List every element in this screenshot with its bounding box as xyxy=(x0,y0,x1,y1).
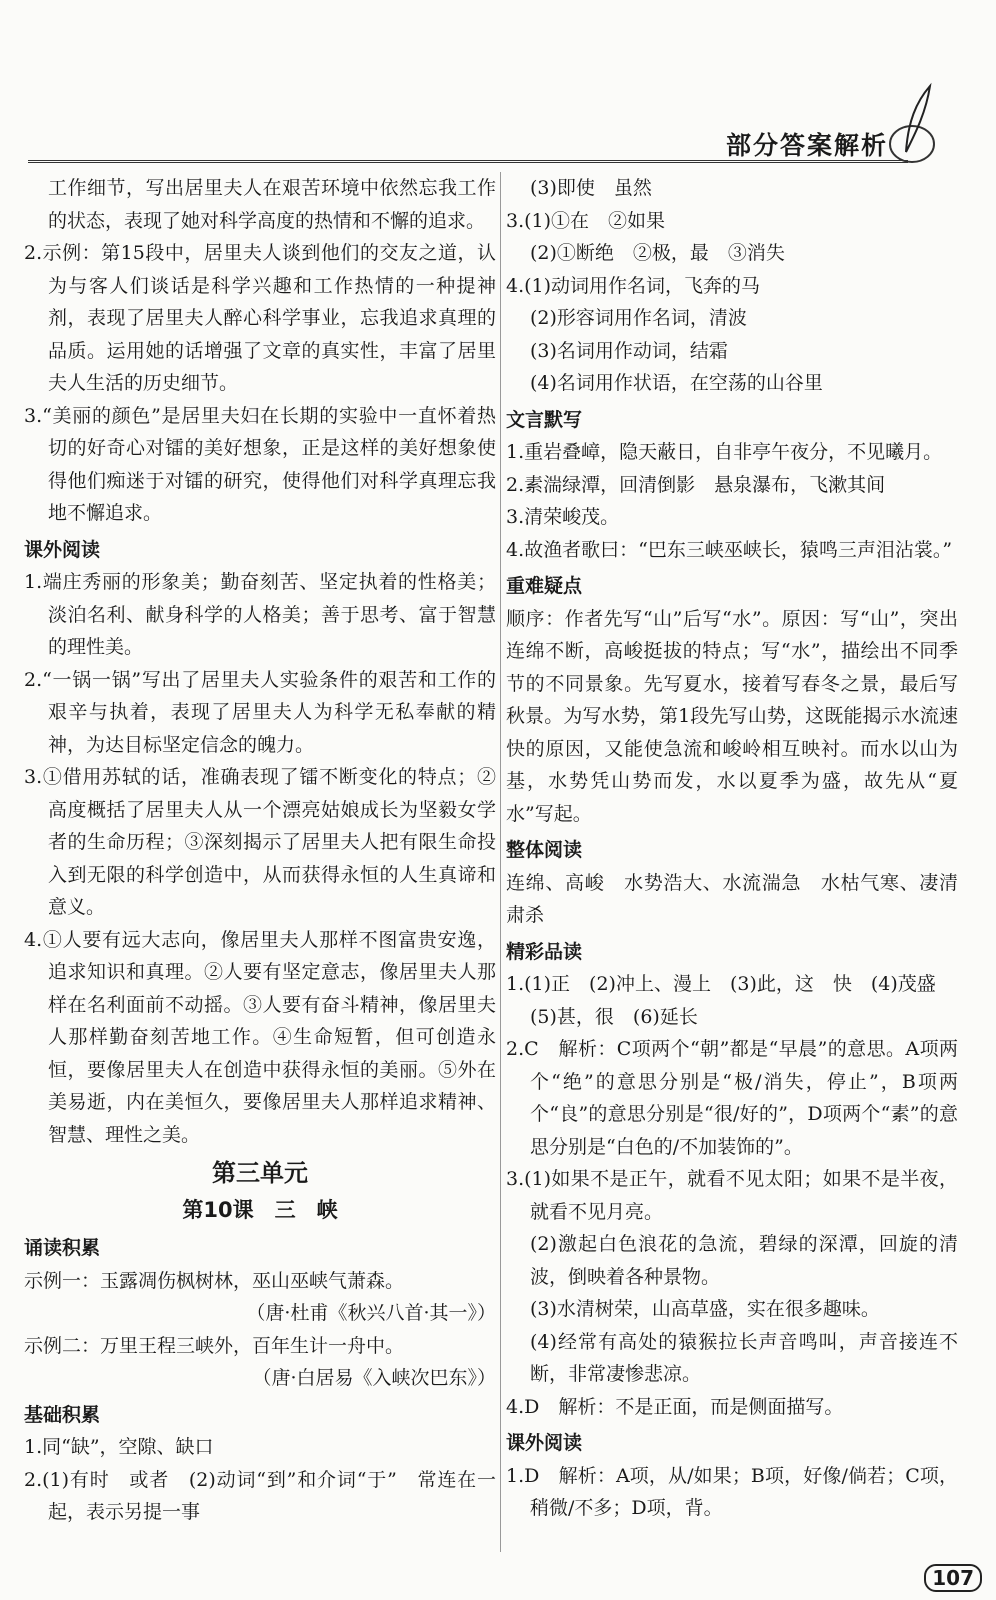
section-heading: 精彩品读 xyxy=(506,940,583,963)
paragraph: 连绵、高峻 水势浩大、水流湍急 水枯气寒、凄清肃杀 xyxy=(506,871,958,926)
answer-item: (3)水清树荣，山高草盛，实在很多趣味。 xyxy=(530,1298,880,1320)
answer-item: 3.清荣峻茂。 xyxy=(506,506,620,528)
unit-title: 第三单元 xyxy=(212,1159,308,1187)
answer-item: (4)经常有高处的猿猴拉长声音鸣叫，声音接连不断，非常凄惨悲凉。 xyxy=(530,1330,958,1385)
section-heading: 整体阅读 xyxy=(506,839,583,861)
answer-item: 2.素湍绿潭，回清倒影 悬泉瀑布，飞漱其间 xyxy=(506,473,886,496)
paragraph: 顺序：作者先写“山”后写“水”。原因：写“山”，突出连绵不断，高峻挺拔的特点；写“水”，描绘出不同季节的不同景象。先写夏水，接着写春冬之景，最后写秋景。为写水势，第1段先写山势，这既能揭示水流速快的原因，又能使急流和峻岭相互映衬。而水以山为基，水势凭山势而发，水以夏季为盛，故先从“夏水”写起。 xyxy=(506,607,958,825)
paragraph: 工作细节，写出居里夫人在艰苦环境中依然忘我工作的状态，表现了她对科学高度的热情和不懈的追求。 xyxy=(48,177,496,232)
page-header xyxy=(28,120,948,160)
example-line: 示例二：万里王程三峡外，百年生计一舟中。 xyxy=(24,1334,405,1357)
answer-item: 1.端庄秀丽的形象美；勤奋刻苦、坚定执着的性格美；淡泊名利、献身科学的人格美；善于思考、富于智慧的理性美。 xyxy=(24,571,496,658)
answer-item: 1.同“缺”，空隙、缺口 xyxy=(24,1436,214,1458)
answer-item: (2)激起白色浪花的急流，碧绿的深潭，回旋的清波，倒映着各种景物。 xyxy=(530,1233,958,1288)
answer-item: (4)名词用作状语，在空荡的山谷里 xyxy=(530,372,823,394)
answer-item: 2.C 解析：C项两个“朝”都是“早晨”的意思。A项两个“绝”的意思分别是“极/消失，停止”，B项两个“良”的意思分别是“很/好的”，D项两个“素”的意思分别是“白色的/不加装饰的”。 xyxy=(506,1038,958,1158)
answer-item: 4.故渔者歌曰：“巴东三峡巫峡长，猿鸣三声泪沾裳。” xyxy=(506,538,953,561)
answer-item: 3.“美丽的颜色”是居里夫妇在长期的实验中一直怀着热切的好奇心对镭的美好想象，正是这样的美好想象使得他们痴迷于对镭的研究，使得他们对科学真理忘我地不懈追求。 xyxy=(24,404,496,524)
answer-item: (2)①断绝 ②极，最 ③消失 xyxy=(530,242,785,264)
answer-item: 2.“一锅一锅”写出了居里夫人实验条件的艰苦和工作的艰辛与执着，表现了居里夫人为科学无私奉献的精神，为达目标坚定信念的魄力。 xyxy=(24,668,496,756)
right-column xyxy=(506,172,958,1525)
answer-item: 2.(1)有时 或者 (2)动词“到”和介词“于” 常连在一起，表示另提一事 xyxy=(24,1468,496,1523)
answer-item: 1.D 解析：A项，从/如果；B项，好像/倘若；C项，稍微/不多；D项，背。 xyxy=(506,1464,958,1519)
quill-icon xyxy=(886,82,946,172)
answer-item: 3.(1)①在 ②如果 xyxy=(506,209,666,232)
answer-item: 4.①人要有远大志向，像居里夫人那样不图富贵安逸，追求知识和真理。②人要有坚定意志，像居里夫人那样在名利面前不动摇。③人要有奋斗精神，像居里夫人那样勤奋刻苦地工作。④生命短暂，但可创造永恒，要像居里夫人在创造中获得永恒的美丽。⑤外在美易逝，内在美恒久，要像居里夫人那样追求精神、智慧、理性之美。 xyxy=(24,928,496,1146)
section-heading: 文言默写 xyxy=(506,408,583,431)
answer-item: 2.示例：第15段中，居里夫人谈到他们的交友之道，认为与客人们谈话是科学兴趣和工作热情的一种提神剂，表现了居里夫人醉心科学事业，忘我追求真理的品质。运用她的话增强了文章的真实性，丰富了居里夫人生活的历史细节。 xyxy=(24,242,496,394)
answer-item: 4.D 解析：不是正面，而是侧面描写。 xyxy=(506,1395,844,1418)
answer-item: 3.①借用苏轼的话，准确表现了镭不断变化的特点；②高度概括了居里夫人从一个漂亮姑娘成长为坚毅女学者的生命历程；③深刻揭示了居里夫人把有限生命投入到无限的科学创造中，从而获得永恒的人生真谛和意义。 xyxy=(24,766,496,918)
header-rule xyxy=(28,160,908,163)
answer-item: (3)名词用作动词，结霜 xyxy=(530,339,728,362)
section-heading: 课外阅读 xyxy=(506,1432,583,1454)
example-source: （唐·白居易《入峡次巴东》） xyxy=(252,1367,496,1389)
example-line: 示例一：玉露凋伤枫树林，巫山巫峡气萧森。 xyxy=(24,1269,405,1292)
column-divider xyxy=(500,172,501,1552)
left-column xyxy=(24,172,496,1529)
answer-item: (5)甚，很 (6)延长 xyxy=(530,1005,698,1028)
section-heading: 重难疑点 xyxy=(506,575,583,597)
header-title: 部分答案解析 xyxy=(725,131,888,160)
answer-item: 4.(1)动词用作名词，飞奔的马 xyxy=(506,274,761,297)
answer-item: 1.重岩叠嶂，隐天蔽日，自非亭午夜分，不见曦月。 xyxy=(506,441,943,463)
section-heading: 诵读积累 xyxy=(24,1237,101,1259)
example-source: （唐·杜甫《秋兴八首·其一》） xyxy=(246,1302,496,1324)
answer-item: (2)形容词用作名词，清波 xyxy=(530,307,747,329)
lesson-title: 第10课 三 峡 xyxy=(182,1197,338,1222)
section-heading: 基础积累 xyxy=(24,1403,101,1426)
section-heading: 课外阅读 xyxy=(24,538,101,561)
answer-item: 1.(1)正 (2)冲上、漫上 (3)此，这 快 (4)茂盛 xyxy=(506,973,936,995)
answer-item: 3.(1)如果不是正午，就看不见太阳；如果不是半夜，就看不见月亮。 xyxy=(506,1168,958,1223)
page-number: 107 xyxy=(924,1564,982,1592)
answer-item: (3)即使 虽然 xyxy=(530,177,652,199)
